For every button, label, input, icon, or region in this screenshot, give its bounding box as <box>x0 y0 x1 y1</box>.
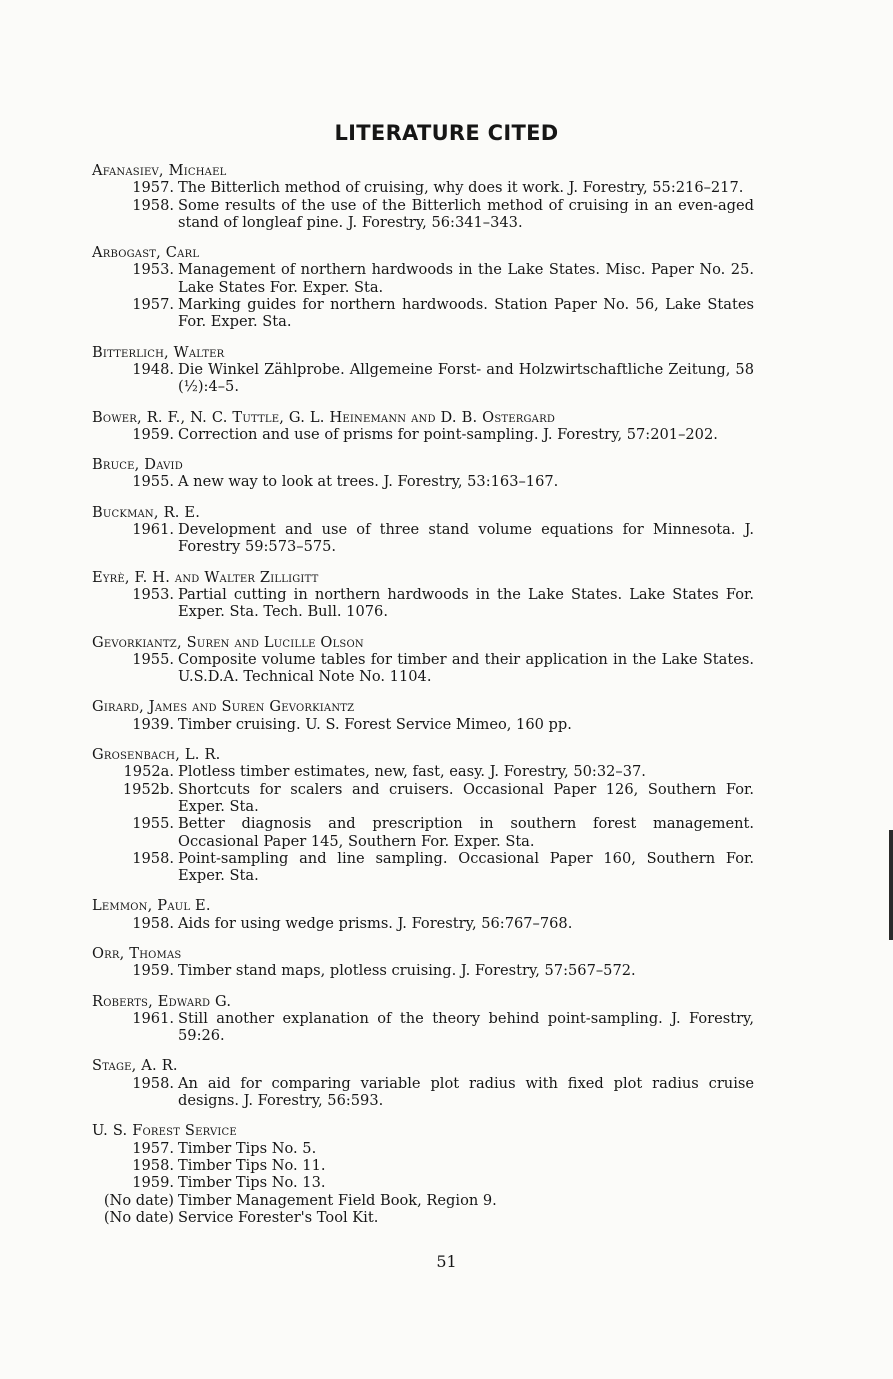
entry-text: Point-sampling and line sampling. Occasional Paper 160, Southern For. Exper. Sta. <box>178 849 754 885</box>
reference-author-block <box>92 698 754 733</box>
reference-author-block <box>92 746 754 884</box>
reference-author-block <box>92 456 754 491</box>
entry-year: 1961. <box>132 1009 174 1027</box>
reference-entry <box>92 1157 754 1174</box>
author-name: Stage, A. R. <box>92 1057 178 1075</box>
entry-year: 1952a. <box>123 763 174 781</box>
entry-text: Still another explanation of the theory behind point-sampling. J. Forestry, 59:26. <box>178 1009 754 1045</box>
reference-entry <box>92 962 754 979</box>
entry-text: A new way to look at trees. J. Forestry, 53:163–167. <box>178 473 559 491</box>
author-name: Roberts, Edward G. <box>92 992 232 1010</box>
entry-text: Timber Tips No. 13. <box>178 1174 326 1192</box>
entry-year: 1953. <box>132 261 174 279</box>
reference-author-block <box>92 504 754 556</box>
entry-year: 1958. <box>132 196 174 214</box>
entry-year: 1958. <box>132 1156 174 1174</box>
author-name: Buckman, R. E. <box>92 503 201 521</box>
references-list <box>92 162 754 1239</box>
reference-entry <box>92 763 754 780</box>
reference-entry <box>92 1075 754 1110</box>
page-title: LITERATURE CITED <box>334 121 559 145</box>
entry-text: Better diagnosis and prescription in southern forest management. Occasional Paper 145, Southern For. Exper. Sta. <box>178 815 754 850</box>
entry-year: 1957. <box>132 1139 174 1157</box>
reference-author-block <box>92 344 754 396</box>
entry-year: (No date) <box>103 1208 174 1226</box>
entry-year: 1948. <box>132 360 174 378</box>
entry-text: Management of northern hardwoods in the Lake States. Misc. Paper No. 25. Lake States For. Exper. Sta. <box>178 261 754 296</box>
entry-year: 1955. <box>132 473 174 491</box>
entry-year: 1952b. <box>122 780 174 798</box>
entry-text: Timber Tips No. 5. <box>178 1139 317 1157</box>
entry-text: Timber Tips No. 11. <box>178 1156 326 1174</box>
reference-entry <box>92 426 754 443</box>
reference-entry <box>92 1209 754 1226</box>
reference-author-block <box>92 993 754 1045</box>
entry-year: 1939. <box>132 715 174 733</box>
reference-entry <box>92 361 754 396</box>
entry-year: 1958. <box>132 914 174 932</box>
reference-entry <box>92 781 754 816</box>
reference-author-block <box>92 1122 754 1226</box>
entry-text: Partial cutting in northern hardwoods in the Lake States. Lake States For. Exper. Sta. Tech. Bull. 1076. <box>178 585 754 621</box>
entry-text: The Bitterlich method of cruising, why does it work. J. Forestry, 55:216–217. <box>178 179 744 197</box>
entry-text: Timber stand maps, plotless cruising. J. Forestry, 57:567–572. <box>178 962 636 980</box>
author-name: Grosenbach, L. R. <box>92 746 221 764</box>
scan-edge-mark <box>889 830 893 940</box>
entry-year: 1955. <box>132 650 174 668</box>
reference-entry <box>92 1140 754 1157</box>
author-name: Afanasiev, Michael <box>92 162 227 179</box>
reference-entry <box>92 716 754 733</box>
reference-author-block <box>92 569 754 621</box>
reference-entry <box>92 815 754 850</box>
reference-entry <box>92 1192 754 1209</box>
entry-year: 1958. <box>132 1074 174 1092</box>
entry-text: Development and use of three stand volume equations for Minnesota. J. Forestry 59:573–575. <box>178 521 754 556</box>
author-name: Bitterlich, Walter <box>92 343 225 361</box>
reference-entry <box>92 296 754 331</box>
entry-text: Shortcuts for scalers and cruisers. Occasional Paper 126, Southern For. Exper. Sta. <box>178 780 754 815</box>
reference-author-block <box>92 634 754 686</box>
reference-author-block <box>92 945 754 980</box>
reference-entry <box>92 261 754 296</box>
reference-entry <box>92 1010 754 1045</box>
entry-year: 1953. <box>132 585 174 603</box>
author-name: Arbogast, Carl <box>92 244 200 262</box>
entry-text: Timber cruising. U. S. Forest Service Mimeo, 160 pp. <box>178 715 572 733</box>
entry-text: Marking guides for northern hardwoods. Station Paper No. 56, Lake States For. Exper. Sta. <box>178 296 754 331</box>
entry-year: 1961. <box>132 521 174 539</box>
entry-year: 1957. <box>132 179 174 197</box>
entry-year: 1959. <box>132 1174 174 1192</box>
entry-text: Die Winkel Zählprobe. Allgemeine Forst- and Holzwirtschaftliche Zeitung, 58 (½):4–5. <box>178 360 754 396</box>
reference-entry <box>92 521 754 556</box>
reference-author-block <box>92 897 754 932</box>
entry-text: Timber Management Field Book, Region 9. <box>178 1191 497 1209</box>
reference-author-block <box>92 244 754 330</box>
entry-year: 1959. <box>132 962 174 980</box>
entry-text: Composite volume tables for timber and their application in the Lake States. U.S.D.A. Technical Note No. 1104. <box>178 650 754 686</box>
reference-entry <box>92 1174 754 1191</box>
entry-text: Some results of the use of the Bitterlich method of cruising in an even-aged stand of longleaf pine. J. Forestry, 56:341–343. <box>178 196 754 231</box>
reference-author-block <box>92 409 754 444</box>
author-name: Lemmon, Paul E. <box>92 897 211 915</box>
entry-text: An aid for comparing variable plot radius with fixed plot radius cruise designs. J. Forestry, 56:593. <box>178 1074 754 1110</box>
reference-entry <box>92 197 754 232</box>
reference-entry <box>92 179 754 196</box>
reference-author-block <box>92 162 754 231</box>
page-number: 51 <box>436 1252 457 1271</box>
reference-entry <box>92 586 754 621</box>
author-name: Bruce, David <box>92 456 183 474</box>
entry-year: 1955. <box>132 815 174 833</box>
entry-year: (No date) <box>103 1191 174 1209</box>
reference-entry <box>92 850 754 885</box>
entry-text: Aids for using wedge prisms. J. Forestry, 56:767–768. <box>178 914 573 932</box>
entry-text: Plotless timber estimates, new, fast, easy. J. Forestry, 50:32–37. <box>178 763 646 781</box>
reference-entry <box>92 915 754 932</box>
reference-entry <box>92 473 754 490</box>
author-name: Girard, James and Suren Gevorkiantz <box>92 698 355 716</box>
entry-year: 1959. <box>132 425 174 443</box>
author-name: Orr, Thomas <box>92 944 182 962</box>
entry-year: 1958. <box>132 849 174 867</box>
entry-text: Correction and use of prisms for point-sampling. J. Forestry, 57:201–202. <box>178 425 718 443</box>
author-name: Eyrè, F. H. and Walter Zilligitt <box>92 568 319 586</box>
reference-author-block <box>92 1057 754 1109</box>
entry-year: 1957. <box>132 296 174 314</box>
author-name: U. S. Forest Service <box>92 1122 237 1140</box>
reference-entry <box>92 651 754 686</box>
author-name: Gevorkiantz, Suren and Lucille Olson <box>92 633 364 651</box>
author-name: Bower, R. F., N. C. Tuttle, G. L. Heinemann and D. B. Ostergard <box>92 408 556 426</box>
entry-text: Service Forester's Tool Kit. <box>178 1208 379 1226</box>
